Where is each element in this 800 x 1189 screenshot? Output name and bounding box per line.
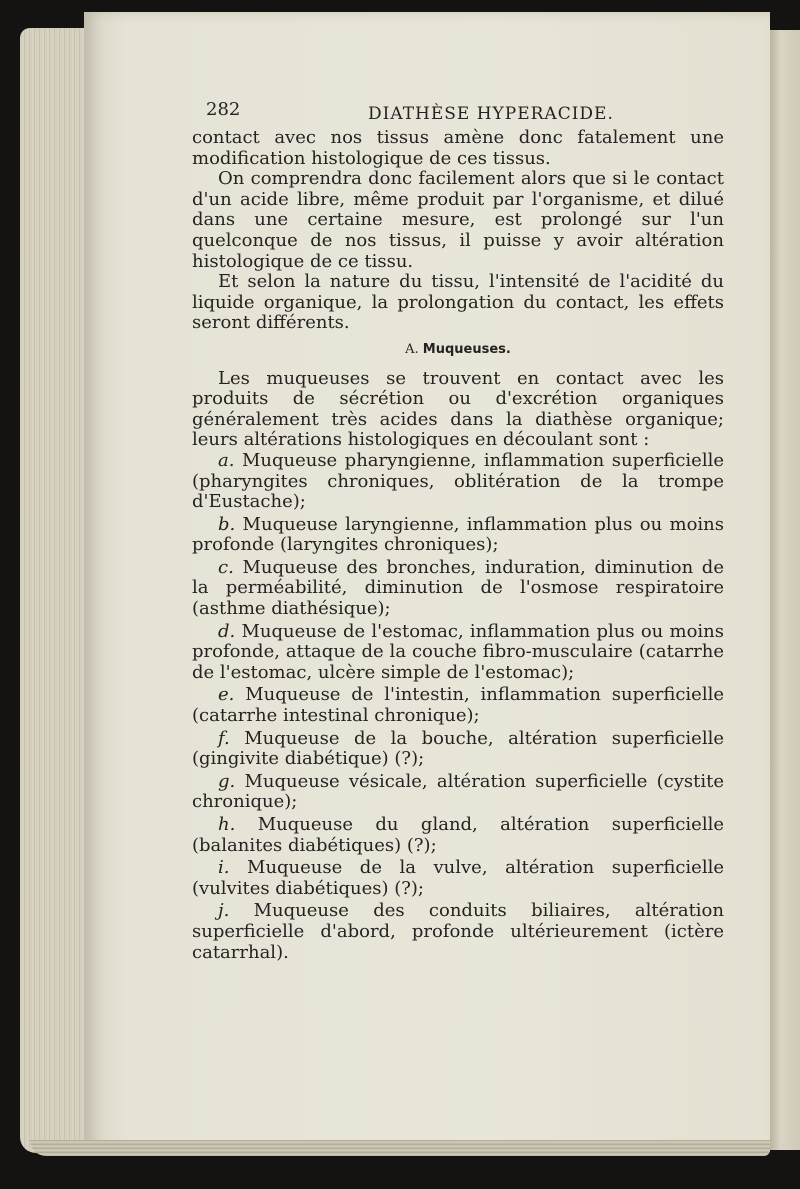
list-item: [192, 685, 724, 726]
list-item-text: Muqueuse des bronches, induration, diminution de la perméabilité, diminution de l'osmose respiratoire (asthme diathésique);: [192, 556, 724, 620]
list-item: [192, 815, 724, 856]
page-text: [192, 96, 724, 965]
page-edges-bottom: [30, 1140, 770, 1156]
list-item-label: f.: [218, 727, 230, 749]
list-item-label: b.: [218, 513, 236, 535]
list-item: [192, 729, 724, 770]
list-item: [192, 622, 724, 684]
list-item: [192, 772, 724, 813]
list-item: [192, 858, 724, 899]
section-letter: A.: [405, 341, 419, 357]
intro-paragraph: Les muqueuses se trouvent en contact avec les produits de sécrétion ou d'excrétion organiques généralement très acides dans la diathèse organique; leurs altérations histologiques en découlant sont :: [192, 367, 724, 451]
list-item-text: Muqueuse des conduits biliaires, altération superficielle d'abord, profonde ultérieurement (ictère catarrhal).: [192, 900, 724, 963]
section-heading: [192, 340, 724, 361]
list-item-label: e.: [218, 684, 235, 706]
list-item-text: Muqueuse de la vulve, altération superficielle (vulvites diabétiques) (?);: [192, 857, 724, 899]
list-item-label: d.: [218, 620, 236, 642]
paragraph-2: On comprendra donc facilement alors que si le contact d'un acide libre, même produit par l'organisme, et dilué dans une certaine mesure, est prolongé sur l'un quelconque de nos tissus, il puisse y avoir altération histologique de ce tissu.: [192, 168, 724, 272]
list-item: [192, 901, 724, 963]
list-item-text: Muqueuse laryngienne, inflammation plus ou moins profonde (laryngites chroniques);: [192, 513, 724, 556]
running-title: DIATHÈSE HYPERACIDE.: [368, 104, 614, 124]
list-item-text: Muqueuse de l'estomac, inflammation plus ou moins profonde, attaque de la couche fibro-musculaire (catarrhe de l'estomac, ulcère simple de l'estomac);: [192, 620, 724, 683]
paragraph-3: Et selon la nature du tissu, l'intensité de l'acidité du liquide organique, la prolongation du contact, les effets seront différents.: [192, 271, 724, 334]
list-item-label: j.: [218, 900, 230, 922]
list-item: [192, 558, 724, 620]
list-item-label: g.: [218, 770, 236, 792]
list-item-text: Muqueuse pharyngienne, inflammation superficielle (pharyngites chroniques, oblitération de la trompe d'Eustache);: [192, 449, 724, 513]
running-head: [192, 96, 724, 122]
list-item: [192, 515, 724, 556]
section-title: Muqueuses.: [422, 341, 511, 357]
next-page-edge: [768, 30, 800, 1150]
list-item: [192, 451, 724, 513]
list-item-label: i.: [218, 857, 230, 879]
list-item-text: Muqueuse de la bouche, altération superficielle (gingivite diabétique) (?);: [192, 727, 724, 770]
mucosa-list: [192, 451, 724, 963]
page-number: 282: [206, 99, 241, 120]
list-item-label: a.: [218, 449, 235, 471]
list-item-text: Muqueuse du gland, altération superficielle (balanites diabétiques) (?);: [192, 814, 724, 856]
list-item-label: c.: [218, 556, 234, 578]
page-edges-left: [20, 28, 92, 1153]
paragraph-1: contact avec nos tissus amène donc fatalement une modification histologique de ces tissus.: [192, 127, 724, 169]
list-item-label: h.: [218, 814, 236, 835]
list-item-text: Muqueuse vésicale, altération superficielle (cystite chronique);: [192, 770, 724, 813]
list-item-text: Muqueuse de l'intestin, inflammation superficielle (catarrhe intestinal chronique);: [192, 684, 724, 727]
